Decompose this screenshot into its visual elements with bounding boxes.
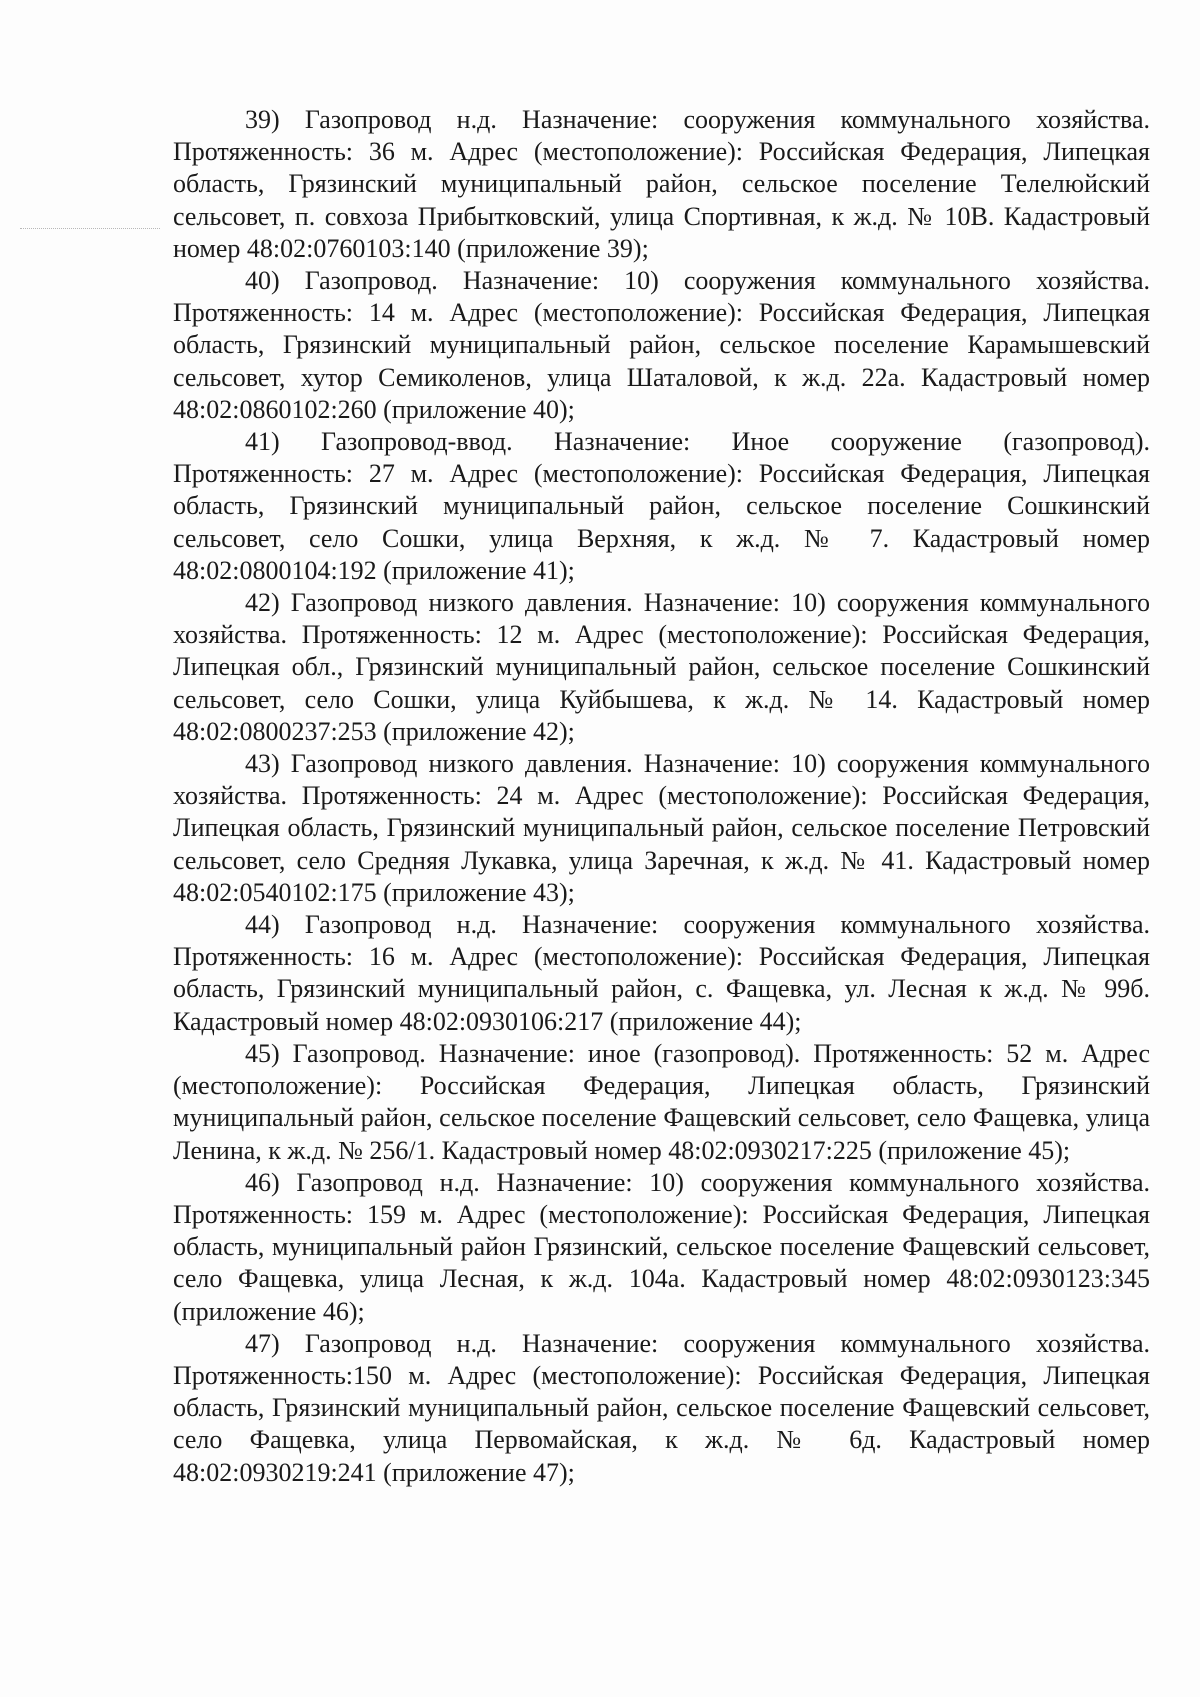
list-item-47: 47) Газопровод н.д. Назначение: сооружения коммунального хозяйства. Протяженность:150 м. Адрес (местоположение): Российская Федерация, Липецкая область, Грязинский муниципальный район, сельское поселение Фащевский сельсовет, село Фащевка, улица Первомайская, к ж.д. № 6д. Кадастровый номер 48:02:0930219:241 (приложение 47); xyxy=(173,1328,1150,1487)
list-item-40: 40) Газопровод. Назначение: 10) сооружения коммунального хозяйства. Протяженность: 14 м. Адрес (местоположение): Российская Федерация, Липецкая область, Грязинский муниципальный район, сельское поселение Карамышевский сельсовет, хутор Семиколенов, улица Шаталовой, к ж.д. 22а. Кадастровый номер 48:02:0860102:260 (приложение 40); xyxy=(173,266,1150,424)
list-item-41: 41) Газопровод-ввод. Назначение: Иное сооружение (газопровод). Протяженность: 27 м. Адрес (местоположение): Российская Федерация, Липецкая область, Грязинский муниципальный район, сельское поселение Сошкинский сельсовет, село Сошки, улица Верхняя, к ж.д. № 7. Кадастровый номер 48:02:0800104:192 (приложение 41); xyxy=(173,427,1150,585)
list-item-42: 42) Газопровод низкого давления. Назначение: 10) сооружения коммунального хозяйства. Протяженность: 12 м. Адрес (местоположение): Российская Федерация, Липецкая обл., Грязинский муниципальный район, сельское поселение Сошкинский сельсовет, село Сошки, улица Куйбышева, к ж.д. № 14. Кадастровый номер 48:02:0800237:253 (приложение 42); xyxy=(173,588,1150,746)
document-body xyxy=(173,104,1150,1489)
list-item-43: 43) Газопровод низкого давления. Назначение: 10) сооружения коммунального хозяйства. Протяженность: 24 м. Адрес (местоположение): Российская Федерация, Липецкая область, Грязинский муниципальный район, сельское поселение Петровский сельсовет, село Средняя Лукавка, улица Заречная, к ж.д. № 41. Кадастровый номер 48:02:0540102:175 (приложение 43); xyxy=(173,749,1150,907)
list-item-39: 39) Газопровод н.д. Назначение: сооружения коммунального хозяйства. Протяженность: 36 м. Адрес (местоположение): Российская Федерация, Липецкая область, Грязинский муниципальный район, сельское поселение Телелюйский сельсовет, п. совхоза Прибытковский, улица Спортивная, к ж.д. № 10В. Кадастровый номер 48:02:0760103:140 (приложение 39); xyxy=(173,105,1150,263)
scan-artifact xyxy=(20,228,160,231)
list-item-45: 45) Газопровод. Назначение: иное (газопровод). Протяженность: 52 м. Адрес (местоположение): Российская Федерация, Липецкая область, Грязинский муниципальный район, сельское поселение Фащевский сельсовет, село Фащевка, улица Ленина, к ж.д. № 256/1. Кадастровый номер 48:02:0930217:225 (приложение 45); xyxy=(173,1038,1150,1165)
list-item-46: 46) Газопровод н.д. Назначение: 10) сооружения коммунального хозяйства. Протяженность: 159 м. Адрес (местоположение): Российская Федерация, Липецкая область, муниципальный район Грязинский, сельское поселение Фащевский сельсовет, село Фащевка, улица Лесная, к ж.д. 104а. Кадастровый номер 48:02:0930123:345 (приложение 46); xyxy=(173,1167,1150,1326)
list-item-44: 44) Газопровод н.д. Назначение: сооружения коммунального хозяйства. Протяженность: 16 м. Адрес (местоположение): Российская Федерация, Липецкая область, Грязинский муниципальный район, с. Фащевка, ул. Лесная к ж.д. № 99б. Кадастровый номер 48:02:0930106:217 (приложение 44); xyxy=(173,910,1150,1036)
